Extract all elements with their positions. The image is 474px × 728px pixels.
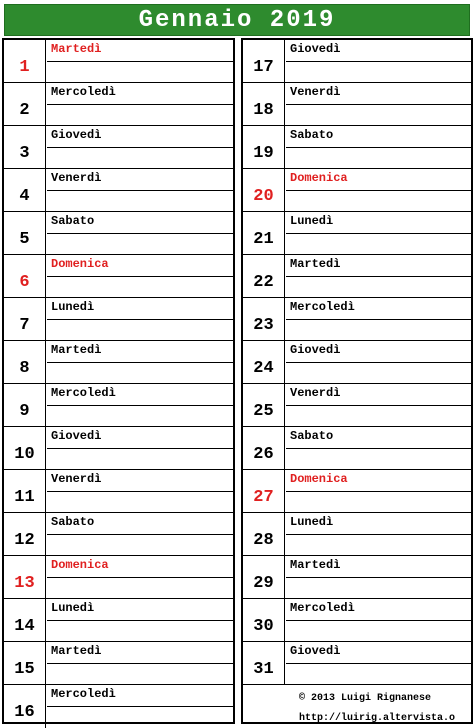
day-row <box>243 255 471 298</box>
day-number: 27 <box>243 470 285 512</box>
day-row <box>243 642 471 685</box>
writing-line <box>286 491 471 492</box>
day-row <box>243 556 471 599</box>
day-name: Martedì <box>51 343 102 357</box>
day-name: Mercoledì <box>51 386 116 400</box>
day-name: Venerdì <box>290 85 341 99</box>
writing-line <box>286 276 471 277</box>
writing-line <box>286 147 471 148</box>
day-number: 26 <box>243 427 285 469</box>
day-row <box>243 384 471 427</box>
day-name: Martedì <box>290 257 341 271</box>
day-name: Venerdì <box>290 386 341 400</box>
day-number: 14 <box>4 599 46 641</box>
writing-line <box>286 190 471 191</box>
day-name: Giovedì <box>290 343 341 357</box>
writing-line <box>47 61 233 62</box>
day-row <box>4 126 233 169</box>
day-row <box>4 341 233 384</box>
day-row <box>4 255 233 298</box>
day-number: 30 <box>243 599 285 641</box>
day-row <box>4 642 233 685</box>
day-number: 3 <box>4 126 46 168</box>
day-row <box>243 427 471 470</box>
day-row <box>243 83 471 126</box>
day-name: Giovedì <box>51 128 102 142</box>
writing-line <box>47 491 233 492</box>
day-row <box>243 513 471 556</box>
day-number: 16 <box>4 685 46 728</box>
day-row <box>4 169 233 212</box>
day-name: Mercoledì <box>51 85 116 99</box>
day-name: Sabato <box>290 128 334 142</box>
day-name: Mercoledì <box>290 300 355 314</box>
writing-line <box>286 61 471 62</box>
day-number: 15 <box>4 642 46 684</box>
day-number: 7 <box>4 298 46 340</box>
day-number: 11 <box>4 470 46 512</box>
day-name: Lunedì <box>51 601 95 615</box>
writing-line <box>47 190 233 191</box>
day-name: Lunedì <box>51 300 95 314</box>
writing-line <box>47 620 233 621</box>
day-number: 9 <box>4 384 46 426</box>
day-name: Venerdì <box>51 171 102 185</box>
day-row <box>4 427 233 470</box>
day-name: Martedì <box>290 558 341 572</box>
day-number: 29 <box>243 556 285 598</box>
writing-line <box>286 233 471 234</box>
page-title: Gennaio 2019 <box>138 6 336 34</box>
day-name: Lunedì <box>290 515 334 529</box>
copyright-text: © 2013 Luigi Rignanese <box>299 693 432 704</box>
day-row <box>243 470 471 513</box>
day-row <box>4 384 233 427</box>
writing-line <box>286 620 471 621</box>
day-name: Venerdì <box>51 472 102 486</box>
day-number: 1 <box>4 40 46 82</box>
writing-line <box>47 104 233 105</box>
writing-line <box>47 362 233 363</box>
left-day-column <box>2 38 235 724</box>
credit-row <box>243 685 471 728</box>
writing-line <box>47 405 233 406</box>
writing-line <box>47 319 233 320</box>
day-name: Sabato <box>51 214 95 228</box>
day-number: 23 <box>243 298 285 340</box>
writing-line <box>47 276 233 277</box>
day-number: 18 <box>243 83 285 125</box>
day-row <box>4 470 233 513</box>
day-row <box>243 341 471 384</box>
writing-line <box>286 663 471 664</box>
day-number: 31 <box>243 642 285 684</box>
day-name: Lunedì <box>290 214 334 228</box>
day-number: 20 <box>243 169 285 211</box>
writing-line <box>47 448 233 449</box>
day-row <box>243 169 471 212</box>
day-row <box>4 599 233 642</box>
day-row <box>4 83 233 126</box>
day-row <box>243 126 471 169</box>
day-row <box>243 212 471 255</box>
day-row <box>243 599 471 642</box>
right-day-column <box>241 38 473 724</box>
writing-line <box>47 233 233 234</box>
writing-line <box>286 577 471 578</box>
writing-line <box>286 362 471 363</box>
day-name: Giovedì <box>290 42 341 56</box>
day-number: 2 <box>4 83 46 125</box>
day-row <box>4 212 233 255</box>
day-number: 13 <box>4 556 46 598</box>
day-name: Sabato <box>51 515 95 529</box>
writing-line <box>47 663 233 664</box>
day-number: 5 <box>4 212 46 254</box>
day-name: Domenica <box>290 472 348 486</box>
day-name: Domenica <box>51 257 109 271</box>
day-name: Sabato <box>290 429 334 443</box>
day-name: Mercoledì <box>51 687 116 701</box>
writing-line <box>286 319 471 320</box>
writing-line <box>286 448 471 449</box>
day-number: 25 <box>243 384 285 426</box>
day-number: 17 <box>243 40 285 82</box>
day-row <box>243 40 471 83</box>
day-name: Domenica <box>51 558 109 572</box>
day-name: Mercoledì <box>290 601 355 615</box>
day-number: 8 <box>4 341 46 383</box>
day-number: 12 <box>4 513 46 555</box>
day-number: 22 <box>243 255 285 297</box>
day-number: 4 <box>4 169 46 211</box>
writing-line <box>47 706 233 707</box>
writing-line <box>286 405 471 406</box>
day-row <box>4 513 233 556</box>
day-name: Domenica <box>290 171 348 185</box>
day-number: 19 <box>243 126 285 168</box>
writing-line <box>286 104 471 105</box>
day-name: Giovedì <box>51 429 102 443</box>
day-row <box>4 40 233 83</box>
day-number: 6 <box>4 255 46 297</box>
day-name: Martedì <box>51 42 102 56</box>
website-url: http://luirig.altervista.o <box>299 713 456 724</box>
day-name: Giovedì <box>290 644 341 658</box>
writing-line <box>47 534 233 535</box>
day-number: 24 <box>243 341 285 383</box>
day-row <box>243 298 471 341</box>
day-number: 21 <box>243 212 285 254</box>
day-name: Martedì <box>51 644 102 658</box>
writing-line <box>286 534 471 535</box>
month-header <box>4 4 470 36</box>
day-row <box>4 556 233 599</box>
writing-line <box>47 147 233 148</box>
day-number: 10 <box>4 427 46 469</box>
day-number: 28 <box>243 513 285 555</box>
day-row <box>4 685 233 728</box>
day-row <box>4 298 233 341</box>
writing-line <box>47 577 233 578</box>
